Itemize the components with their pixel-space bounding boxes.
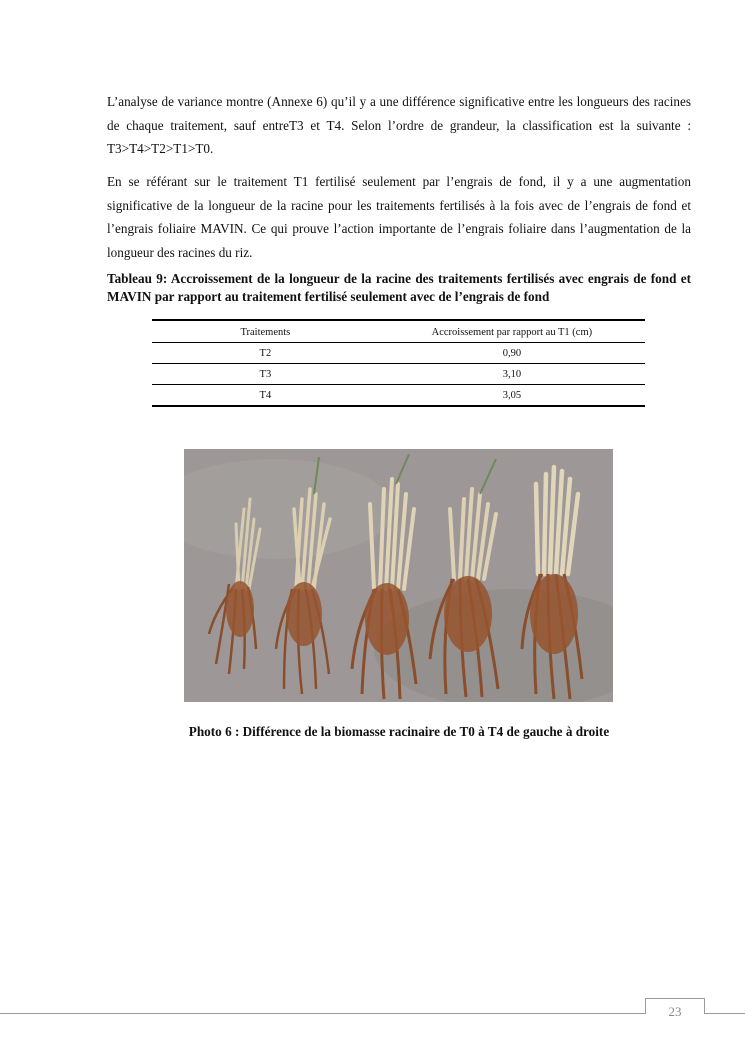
column-header-traitements: Traitements xyxy=(152,320,379,343)
footer-rule xyxy=(0,1013,745,1014)
table-row xyxy=(152,343,645,364)
cell-valeur: 3,05 xyxy=(379,385,645,407)
photo-caption: Photo 6 : Différence de la biomasse racinaire de T0 à T4 de gauche à droite xyxy=(188,724,610,739)
cell-valeur: 0,90 xyxy=(379,343,645,364)
cell-traitement: T3 xyxy=(152,364,379,385)
paragraph-variance-analysis: L’analyse de variance montre (Annexe 6) qu’il y a une différence significative entre les longueurs des racines de chaque traitement, sauf entreT3 et T4. Selon l’ordre de grandeur, la classification est la suivante : T3>T4>T2>T1>T0. xyxy=(107,94,691,156)
table-row xyxy=(152,364,645,385)
column-header-accroissement: Accroissement par rapport au T1 (cm) xyxy=(379,320,645,343)
page-number: 23 xyxy=(668,1004,682,1019)
rice-root-biomass-photo xyxy=(184,449,613,702)
root-growth-table xyxy=(152,319,645,407)
table-row xyxy=(152,385,645,407)
cell-traitement: T4 xyxy=(152,385,379,407)
cell-traitement: T2 xyxy=(152,343,379,364)
table-header-row xyxy=(152,320,645,343)
paragraph-t1-comparison: En se référant sur le traitement T1 fertilisé seulement par l’engrais de fond, il y a une augmentation significative de la longueur de la racine pour les traitements fertilisés à la fois avec de l’engrais de fond et l’engrais foliaire MAVIN. Ce qui prouve l’action importante de l’engrais foliaire dans l’augmentation de la longueur des racines du riz. xyxy=(107,174,691,260)
table-title: Tableau 9: Accroissement de la longueur de la racine des traitements fertilisés avec engrais de fond et MAVIN par rapport au traitement fertilisé seulement avec de l’engrais de fond xyxy=(107,271,691,304)
cell-valeur: 3,10 xyxy=(379,364,645,385)
